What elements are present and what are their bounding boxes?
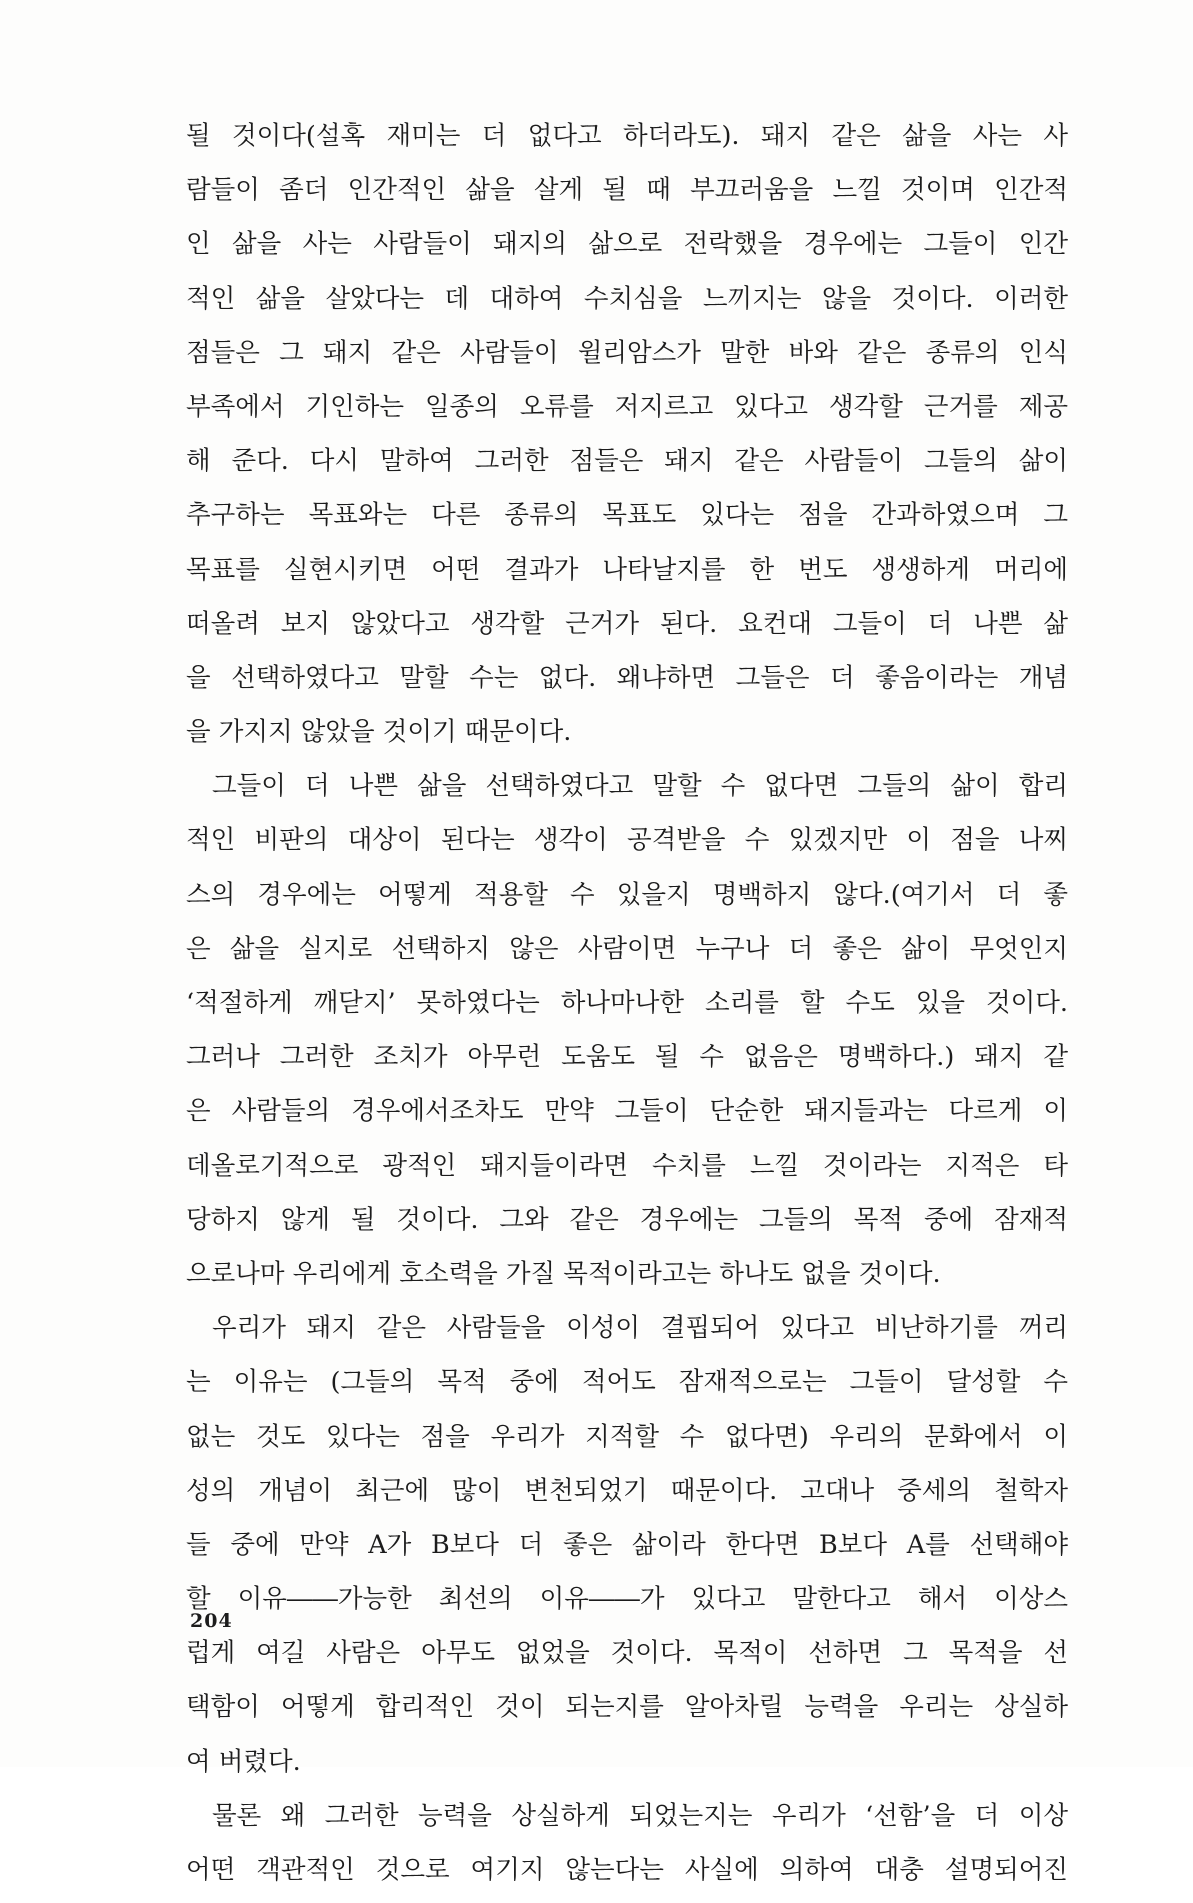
text-line: 데올로기적으로 광적인 돼지들이라면 수치를 느낄 것이라는 지적은 타: [186, 1150, 1068, 1181]
text-line: 떠올려 보지 않았다고 생각할 근거가 된다. 요컨대 그들이 더 나쁜 삶: [186, 608, 1068, 639]
text-line: 들 중에 만약 A가 B보다 더 좋은 삶이라 한다면 B보다 A를 선택해야: [186, 1529, 1068, 1560]
text-line: 는 이유는 (그들의 목적 중에 적어도 잠재적으로는 그들이 달성할 수: [186, 1367, 1068, 1398]
text-line: 추구하는 목표와는 다른 종류의 목표도 있다는 점을 간과하였으며 그: [186, 500, 1068, 531]
text-line: 어떤 객관적인 것으로 여기지 않는다는 사실에 의하여 대충 설명되어진: [186, 1855, 1068, 1885]
text-line: 은 사람들의 경우에서조차도 만약 그들이 단순한 돼지들과는 다르게 이: [186, 1096, 1068, 1127]
text-line: 적인 비판의 대상이 된다는 생각이 공격받을 수 있겠지만 이 점을 나찌: [186, 825, 1068, 856]
text-line: 우리가 돼지 같은 사람들을 이성이 결핍되어 있다고 비난하기를 꺼리: [212, 1313, 1068, 1344]
text-line: 적인 삶을 살았다는 데 대하여 수치심을 느끼지는 않을 것이다. 이러한: [186, 283, 1068, 314]
text-line: 해 준다. 다시 말하여 그러한 점들은 돼지 같은 사람들이 그들의 삶이: [186, 446, 1068, 477]
text-line: 으로나마 우리에게 호소력을 가질 목적이라고는 하나도 없을 것이다.: [186, 1258, 941, 1289]
text-line: ‘적절하게 깨닫지’ 못하였다는 하나마나한 소리를 할 수도 있을 것이다.: [186, 988, 1068, 1018]
text-line: 목표를 실현시키면 어떤 결과가 나타날지를 한 번도 생생하게 머리에: [186, 554, 1068, 585]
text-line: 부족에서 기인하는 일종의 오류를 저지르고 있다고 생각할 근거를 제공: [186, 391, 1068, 422]
page-number: 204: [190, 1610, 233, 1632]
text-line: 할 이유――가능한 최선의 이유――가 있다고 말한다고 해서 이상스: [186, 1584, 1068, 1615]
text-line: 택함이 어떻게 합리적인 것이 되는지를 알아차릴 능력을 우리는 상실하: [186, 1692, 1068, 1723]
text-line: 은 삶을 실지로 선택하지 않은 사람이면 누구나 더 좋은 삶이 무엇인지: [186, 933, 1068, 964]
text-line: 당하지 않게 될 것이다. 그와 같은 경우에는 그들의 목적 중에 잠재적: [186, 1204, 1068, 1235]
text-line: 스의 경우에는 어떻게 적용할 수 있을지 명백하지 않다.(여기서 더 좋: [186, 879, 1068, 910]
text-line: 물론 왜 그러한 능력을 상실하게 되었는지는 우리가 ‘선함’을 더 이상: [212, 1800, 1068, 1831]
text-line: 여 버렸다.: [186, 1746, 301, 1777]
text-line: 될 것이다(설혹 재미는 더 없다고 하더라도). 돼지 같은 삶을 사는 사: [186, 121, 1068, 151]
text-line: 람들이 좀더 인간적인 삶을 살게 될 때 부끄러움을 느낄 것이며 인간적: [186, 175, 1068, 206]
text-line: 럽게 여길 사람은 아무도 없었을 것이다. 목적이 선하면 그 목적을 선: [186, 1638, 1068, 1669]
text-line: 을 가지지 않았을 것이기 때문이다.: [186, 717, 572, 748]
text-line: 성의 개념이 최근에 많이 변천되었기 때문이다. 고대나 중세의 철학자: [186, 1475, 1068, 1506]
text-line: 그러나 그러한 조치가 아무런 도움도 될 수 없음은 명백하다.) 돼지 같: [186, 1042, 1068, 1073]
text-line: 없는 것도 있다는 점을 우리가 지적할 수 없다면) 우리의 문화에서 이: [186, 1421, 1068, 1452]
text-line: 그들이 더 나쁜 삶을 선택하였다고 말할 수 없다면 그들의 삶이 합리: [212, 771, 1068, 802]
text-line: 인 삶을 사는 사람들이 돼지의 삶으로 전락했을 경우에는 그들이 인간: [186, 229, 1068, 260]
body-text: [186, 115, 1068, 1903]
text-line: 을 선택하였다고 말할 수는 없다. 왜냐하면 그들은 더 좋음이라는 개념: [186, 662, 1068, 693]
text-line: 점들은 그 돼지 같은 사람들이 윌리암스가 말한 바와 같은 종류의 인식: [186, 337, 1068, 368]
